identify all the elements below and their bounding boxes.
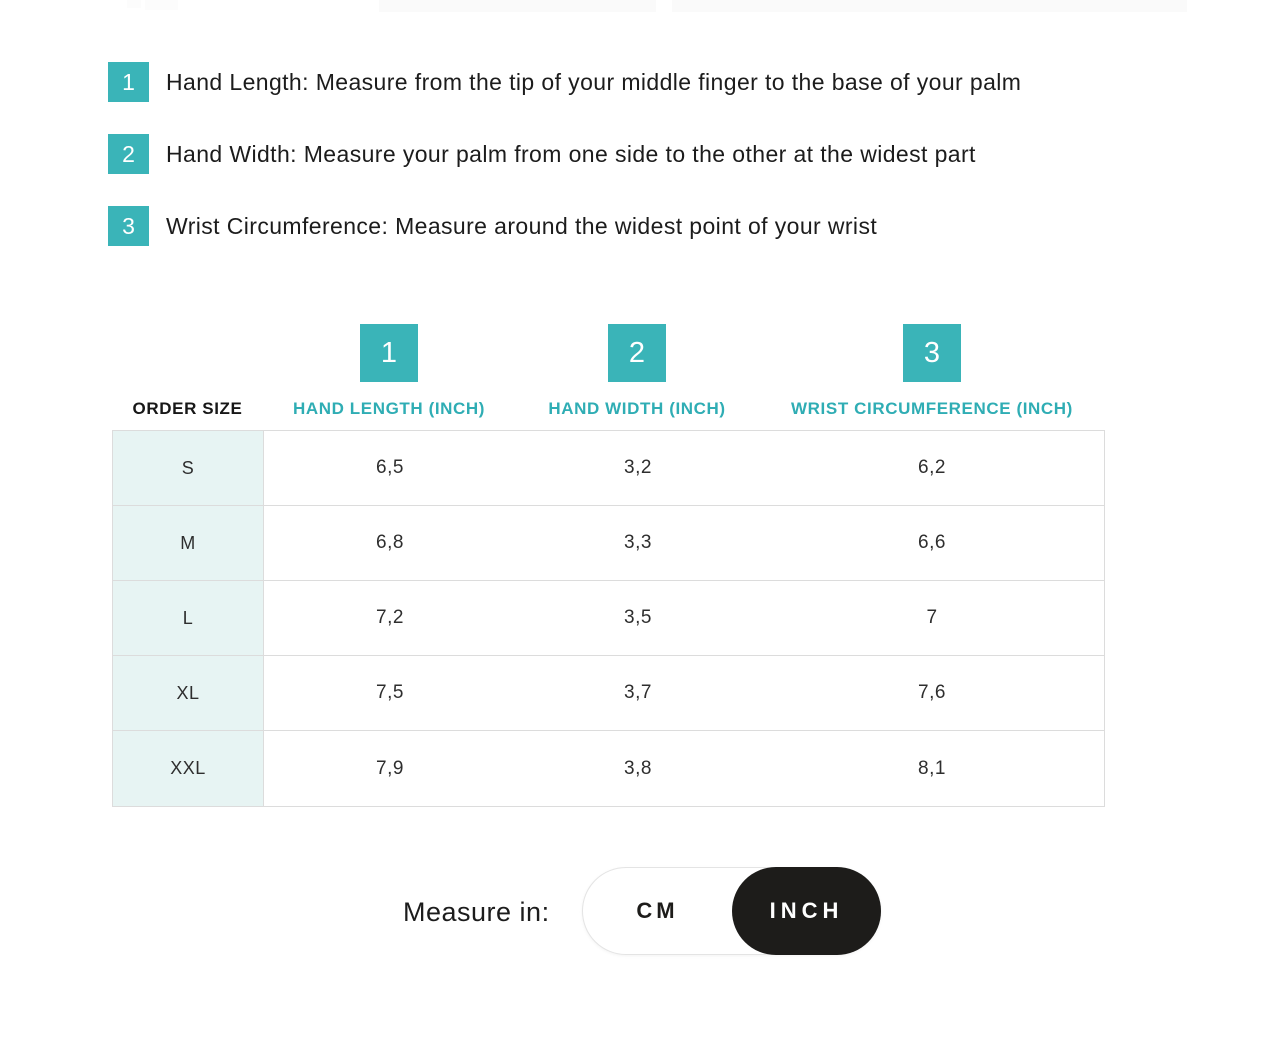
unit-option-cm[interactable]: CM (636, 898, 679, 923)
instruction-2-text: Hand Width: Measure your palm from one side to the other at the widest part (166, 140, 976, 167)
hand-length-value: 7,9 (376, 757, 404, 779)
table-row-m (113, 506, 1104, 581)
column-1-badge: 1 (360, 324, 418, 382)
wrist-value: 6,2 (918, 457, 946, 478)
measure-in-label: Measure in: (403, 897, 550, 927)
hand-length-value: 6,5 (376, 457, 404, 478)
step-2-badge: 2 (108, 134, 149, 174)
column-2-badge: 2 (608, 324, 666, 382)
table-row-l (113, 581, 1104, 656)
hand-length-value: 6,8 (376, 532, 404, 553)
unit-toggle[interactable] (582, 867, 881, 955)
cropped-element-small (145, 0, 178, 10)
hand-length-value: 7,2 (376, 607, 404, 628)
size-label: XL (113, 656, 264, 730)
wrist-value: 8,1 (918, 757, 946, 779)
wrist-value: 6,6 (918, 532, 946, 553)
instruction-3-text: Wrist Circumference: Measure around the widest point of your wrist (166, 212, 878, 239)
cropped-element-small (127, 0, 141, 8)
instruction-row-2 (108, 134, 976, 174)
hand-width-value: 3,2 (624, 457, 652, 478)
header-hand-width: HAND WIDTH (INCH) (548, 399, 726, 418)
unit-option-inch[interactable]: INCH (732, 867, 881, 955)
wrist-value: 7,6 (918, 682, 946, 703)
step-1-badge: 1 (108, 62, 149, 102)
cropped-tab[interactable] (379, 0, 656, 12)
hand-width-value: 3,8 (624, 757, 652, 779)
table-row-s (113, 431, 1104, 506)
hand-length-value: 7,5 (376, 682, 404, 703)
hand-width-value: 3,7 (624, 682, 652, 703)
step-3-badge: 3 (108, 206, 149, 246)
size-table (112, 430, 1105, 807)
instruction-row-1 (108, 62, 1021, 102)
header-wrist-circumference: WRIST CIRCUMFERENCE (INCH) (791, 399, 1073, 418)
table-row-xxl (113, 731, 1104, 806)
instruction-row-3 (108, 206, 877, 246)
cropped-tab[interactable] (672, 0, 1187, 12)
wrist-value: 7 (926, 607, 938, 628)
column-3-badge: 3 (903, 324, 961, 382)
size-label: L (113, 581, 264, 655)
header-hand-length: HAND LENGTH (INCH) (292, 399, 486, 418)
header-order-size: ORDER SIZE (132, 399, 243, 418)
size-label: S (113, 431, 264, 505)
size-label: XXL (113, 731, 264, 806)
instruction-1-text: Hand Length: Measure from the tip of your middle finger to the base of your palm (166, 68, 1022, 95)
size-label: M (113, 506, 264, 580)
hand-width-value: 3,5 (624, 607, 652, 628)
table-row-xl (113, 656, 1104, 731)
hand-width-value: 3,3 (624, 532, 652, 553)
